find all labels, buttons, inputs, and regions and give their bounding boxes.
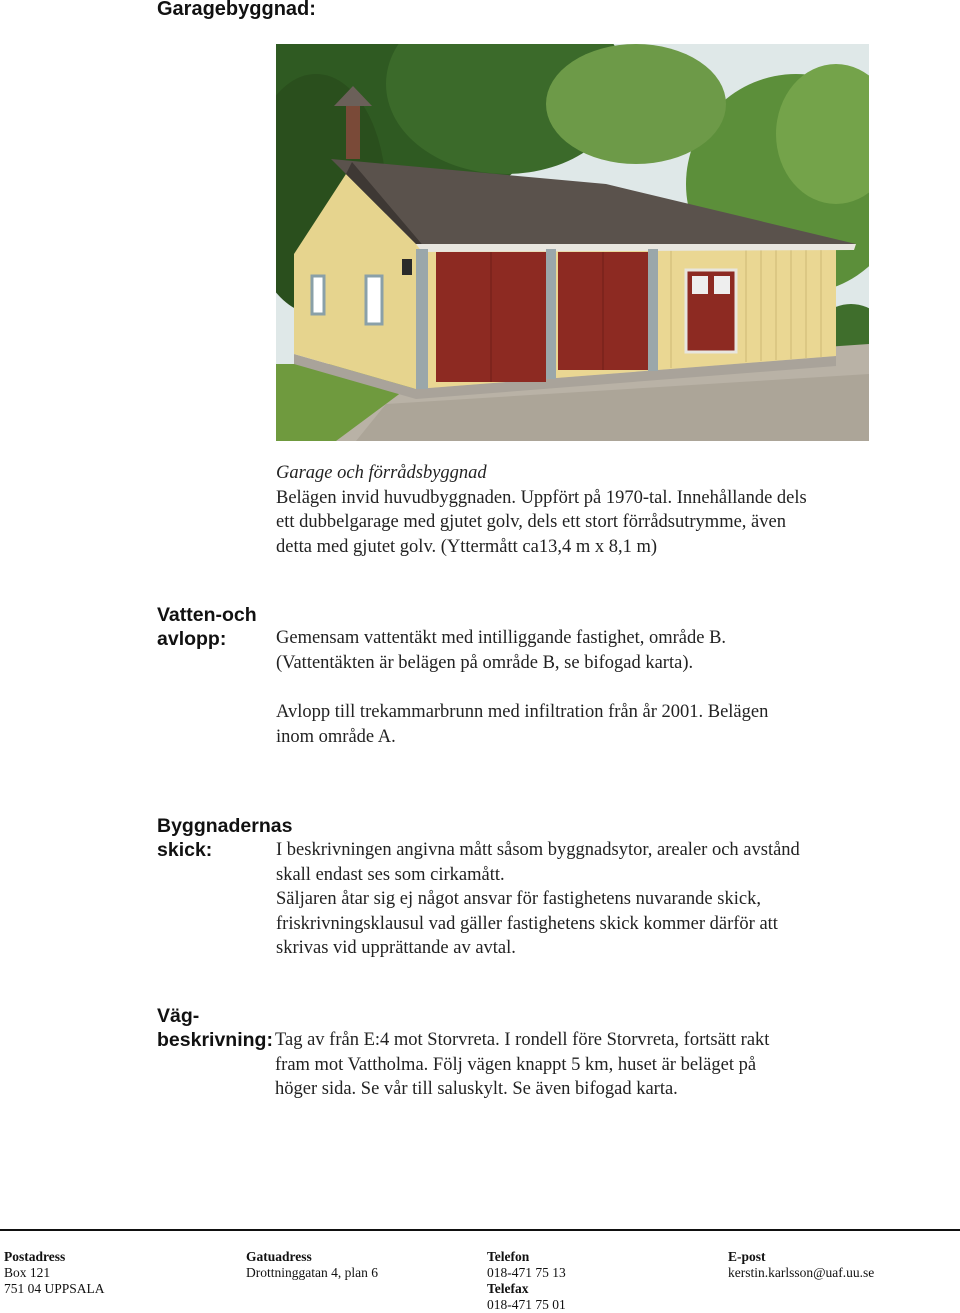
directions-label-line2: beskrivning:	[157, 1029, 273, 1051]
footer-email-address[interactable]: kerstin.karlsson@uaf.uu.se	[728, 1265, 875, 1280]
footer-email-heading: E-post	[728, 1249, 766, 1264]
footer-fax-number: 018-471 75 01	[487, 1297, 566, 1312]
page-title: Garagebyggnad:	[157, 0, 316, 20]
garage-photo	[276, 44, 869, 441]
garage-description	[276, 461, 807, 559]
water-label-line2: avlopp:	[157, 628, 227, 650]
condition-label-line1: Byggnadernas	[157, 815, 293, 837]
garage-text-line: ett dubbelgarage med gjutet golv, dels ett stort förrådsutrymme, även	[276, 512, 786, 532]
condition-text-line: I beskrivningen angivna mått såsom byggnadsytor, arealer och avstånd	[276, 840, 800, 860]
footer-divider	[0, 1229, 960, 1231]
water-text-line: Gemensam vattentäkt med intilliggande fastighet, område B.	[276, 628, 727, 648]
sewage-text	[276, 700, 768, 749]
directions-text-line: Tag av från E:4 mot Storvreta. I rondell före Storvreta, fortsätt rakt	[275, 1030, 770, 1050]
footer-postal-heading: Postadress	[4, 1249, 66, 1264]
footer-phone	[487, 1249, 566, 1313]
garage-caption: Garage och förrådsbyggnad	[276, 463, 487, 483]
water-label-line1: Vatten-och	[157, 604, 257, 626]
directions-text	[275, 1028, 769, 1102]
footer-street-heading: Gatuadress	[246, 1249, 312, 1264]
directions-text-line: höger sida. Se vår till saluskylt. Se även bifogad karta.	[275, 1079, 678, 1099]
footer-phone-number: 018-471 75 13	[487, 1265, 566, 1280]
condition-label-line2: skick:	[157, 839, 213, 861]
footer-phone-heading: Telefon	[487, 1249, 530, 1264]
directions-text-line: fram mot Vattholma. Följ vägen knappt 5 km, huset är beläget på	[275, 1054, 757, 1075]
garage-text-line: Belägen invid huvudbyggnaden. Uppfört på 1970-tal. Innehållande dels	[276, 487, 807, 508]
directions-label-line1: Väg-	[157, 1005, 200, 1027]
footer-postal-line: 751 04 UPPSALA	[4, 1281, 105, 1296]
garage-text-line: detta med gjutet golv. (Yttermått ca13,4 m x 8,1 m)	[276, 536, 658, 557]
condition-text-line: skall endast ses som cirkamått.	[276, 864, 505, 885]
sewage-text-line: Avlopp till trekammarbrunn med infiltration från år 2001. Belägen	[276, 702, 769, 722]
condition-label	[157, 814, 292, 862]
directions-label	[157, 1004, 273, 1052]
footer-fax-heading: Telefax	[487, 1281, 529, 1296]
footer-postal	[4, 1249, 105, 1297]
sewage-text-line: inom område A.	[276, 726, 396, 747]
condition-text-line: Säljaren åtar sig ej något ansvar för fastighetens nuvarande skick,	[276, 889, 761, 909]
water-text-line: (Vattentäkten är belägen på område B, se bifogad karta).	[276, 652, 694, 673]
footer-street	[246, 1249, 378, 1281]
footer-postal-line: Box 121	[4, 1265, 51, 1280]
water-label	[157, 603, 257, 651]
footer-email	[728, 1249, 874, 1281]
condition-text-line: skrivas vid upprättande av avtal.	[276, 938, 516, 958]
garage-illustration	[276, 44, 869, 441]
condition-text	[276, 838, 800, 961]
water-text	[276, 626, 726, 675]
condition-text-line: friskrivningsklausul vad gäller fastighetens skick kommer därför att	[276, 913, 778, 934]
footer-street-line: Drottninggatan 4, plan 6	[246, 1265, 378, 1280]
